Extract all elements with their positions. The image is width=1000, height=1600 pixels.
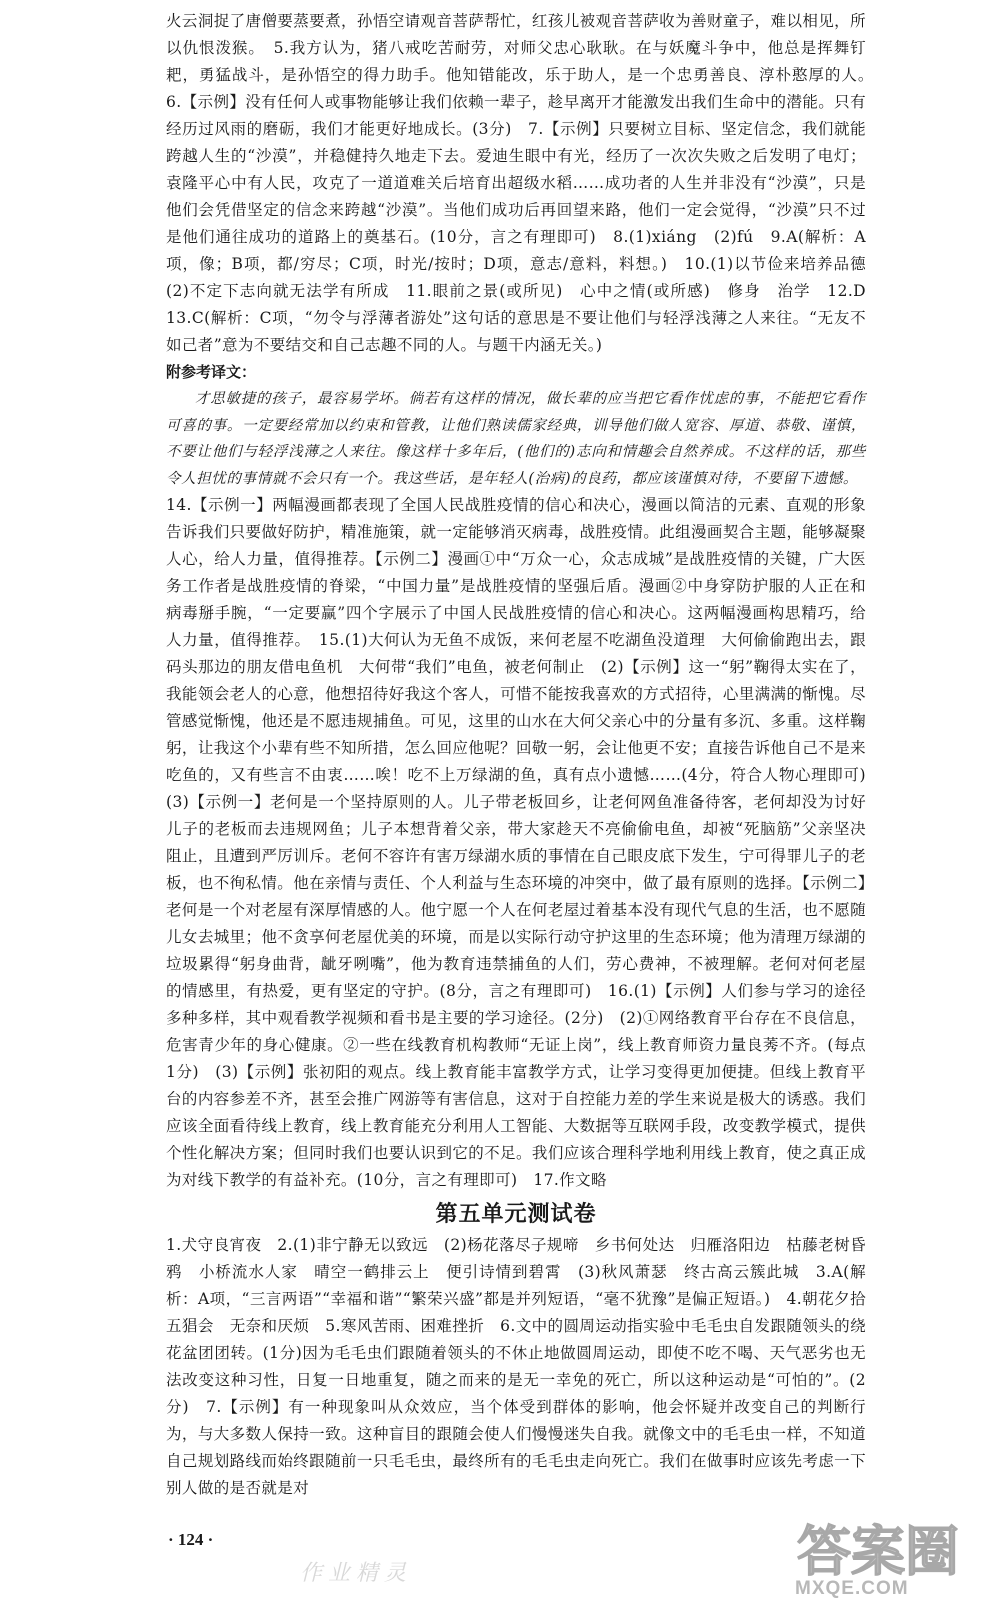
answer-block-2: 14.【示例一】两幅漫画都表现了全国人民战胜疫情的信心和决心，漫画以简洁的元素、直观的形象告诉我们只要做好防护，精准施策，就一定能够消灭病毒，战胜疫情。此组漫画契合主题，能够凝聚人心，给人力量，值得推荐。【示例二】漫画①中“万众一心，众志成城”是战胜疫情的关键，广大医务工作者是战胜疫情的脊梁，“中国力量”是战胜疫情的坚强后盾。漫画②中身穿防护服的人正在和病毒掰手腕，“一定要赢”四个字展示了中国人民战胜疫情的信心和决心。这两幅漫画构思精巧，给人力量，值得推荐。 15.(1)大何认为无鱼不成饭，来何老屋不吃湖鱼没道理 大何偷偷跑出去，跟码头那边的朋友借电鱼机 大何带“我们”电鱼，被老何制止 (2)【示例】这一“躬”鞠得太实在了，我能领会老人的心意，他想招待好我这个客人，可惜不能按我喜欢的方式招待，心里满满的惭愧。尽管感觉惭愧，他还是不愿违规捕鱼。可见，这里的山水在大何父亲心中的分量有多沉、多重。这样鞠躬，让我这个小辈有些不知所措，怎么回应他呢？回敬一躬，会让他更不安；直接告诉他自己不是来吃鱼的，又有些言不由衷……唉！吃不上万绿湖的鱼，真有点小遗憾……(4分，符合人物心理即可) (3)【示例一】老何是一个坚持原则的人。儿子带老板回乡，让老何网鱼准备待客，老何却没为讨好儿子的老板而去违规网鱼；儿子本想背着父亲，带大家趁天不亮偷偷电鱼，却被“死脑筋”父亲坚决阻止，且遭到严厉训斥。老何不容许有害万绿湖水质的事情在自己眼皮底下发生，宁可得罪儿子的老板，也不徇私情。他在亲情与责任、个人利益与生态环境的冲突中，做了最有原则的选择。【示例二】老何是一个对老屋有深厚情感的人。他宁愿一个人在何老屋过着基本没有现代气息的生活，也不愿随儿女去城里；他不贪享何老屋优美的环境，而是以实际行动守护这里的生态环境；他为清理万绿湖的垃圾累得“躬身曲背，龇牙咧嘴”，他为教育违禁捕鱼的人们，劳心费神，不被理解。老何对何老屋的情感里，有热爱，更有坚定的守护。(8分，言之有理即可) 16.(1)【示例】人们参与学习的途径多种多样，其中观看教学视频和看书是主要的学习途径。(2分) (2)①网络教育平台存在不良信息，危害青少年的身心健康。②一些在线教育机构教师“无证上岗”，线上教育师资力量良莠不齐。(每点1分) (3)【示例】张初阳的观点。线上教育能丰富教学方式，让学习变得更加便捷。但线上教育平台的内容参差不齐，甚至会推广网游等有害信息，这对于自控能力差的学生来说是极大的诱惑。我们应该全面看待线上教育，线上教育能充分利用人工智能、大数据等互联网手段，改变教学模式，提供个性化解决方案；但同时我们也要认识到它的不足。我们应该合理科学地利用线上教育，使之真正成为对线下教学的有益补充。(10分，言之有理即可) 17.作文略 (166, 496, 882, 1189)
footer-watermark: 作业精灵 (300, 1561, 413, 1586)
answer-block-3: 1.犬守良宵夜 2.(1)非宁静无以致远 (2)杨花落尽子规啼 乡书何处达 归雁洛阳边 枯藤老树昏鸦 小桥流水人家 晴空一鹤排云上 便引诗情到碧霄 (3)秋风萧瑟 终古高云簇此城 3.A(解析：A项，“三言两语”“幸福和谐”“繁荣兴盛”都是并列短语，“毫不犹豫”是偏正短语。) 4.朝花夕拾 五猖会 无奈和厌烦 5.寒风苦雨、困难挫折 6.文中的圆周运动指实验中毛毛虫自发跟随领头的绕花盆团团转。(1分)因为毛毛虫们跟随着领头的不休止地做圆周运动，即使不吃不喝、天气恶劣也无法改变这种习性，日复一日地重复，随之而来的是无一幸免的死亡，所以这种运动是“可怕的”。(2分) 7.【示例】有一种现象叫从众效应，当个体受到群体的影响，他会怀疑并改变自己的判断行为，与大多数人保持一致。这种盲目的跟随会使人们慢慢迷失自我。就像文中的毛毛虫一样，不知道自己规划路线而始终跟随前一只毛毛虫，最终所有的毛毛虫走向死亡。我们在做事时应该先考虑一下别人做的是否就是对 (166, 1236, 882, 1497)
watermark-site: MXQE.COM (795, 1578, 909, 1599)
section-title: 第五单元测试卷 (435, 1201, 597, 1227)
answer-page (166, 8, 882, 1502)
watermark-logo-text: 答案圈 (797, 1520, 959, 1583)
page-number: · 124 · (168, 1530, 214, 1549)
translation-text: 才思敏捷的孩子，最容易学坏。倘若有这样的情况，做长辈的应当把它看作忧虑的事，不能把它看作可喜的事。一定要经常加以约束和管教，让他们熟读儒家经典，训导他们做人宽容、厚道、恭敬、谨慎，不要让他们与轻浮浅薄之人来往。像这样十多年后，(他们的)志向和情趣会自然养成。不这样的话，那些令人担忧的事情就不会只有一个。我这些话，是年轻人(治病)的良药，都应该谨慎对待，不要留下遗憾。 (166, 391, 866, 487)
translation-heading: 附参考译文： (166, 363, 257, 381)
answer-block-1: 火云洞捉了唐僧要蒸要煮，孙悟空请观音菩萨帮忙，红孩儿被观音菩萨收为善财童子，难以相见，所以仇恨泼猴。 5.我方认为，猪八戒吃苦耐劳，对师父忠心耿耿。在与妖魔斗争中，他总是挥舞钉耙，勇猛战斗，是孙悟空的得力助手。他知错能改，乐于助人，是一个忠勇善良、淳朴憨厚的人。 6.【示例】没有任何人或事物能够让我们依赖一辈子，趁早离开才能激发出我们生命中的潜能。只有经历过风雨的磨砺，我们才能更好地成长。(3分) 7.【示例】只要树立目标、坚定信念，我们就能跨越人生的“沙漠”，并稳健持久地走下去。爱迪生眼中有光，经历了一次次失败之后发明了电灯；袁隆平心中有人民，攻克了一道道难关后培育出超级水稻……成功者的人生并非没有“沙漠”，只是他们会凭借坚定的信念来跨越“沙漠”。当他们成功后再回望来路，他们一定会觉得，“沙漠”只不过是他们通往成功的道路上的奠基石。(10分，言之有理即可) 8.(1)xiáng (2)fú 9.A(解析：A项，像；B项，都/穷尽；C项，时光/按时；D项，意志/意料，料想。) 10.(1)以节俭来培养品德 (2)不定下志向就无法学有所成 11.眼前之景(或所见) 心中之情(或所感) 修身 治学 12.D 13.C(解析：C项，“勿令与浮薄者游处”这句话的意思是不要让他们与轻浮浅薄之人来往。“无友不如己者”意为不要结交和自己志趣不同的人。与题干内涵无关。) (166, 12, 882, 354)
